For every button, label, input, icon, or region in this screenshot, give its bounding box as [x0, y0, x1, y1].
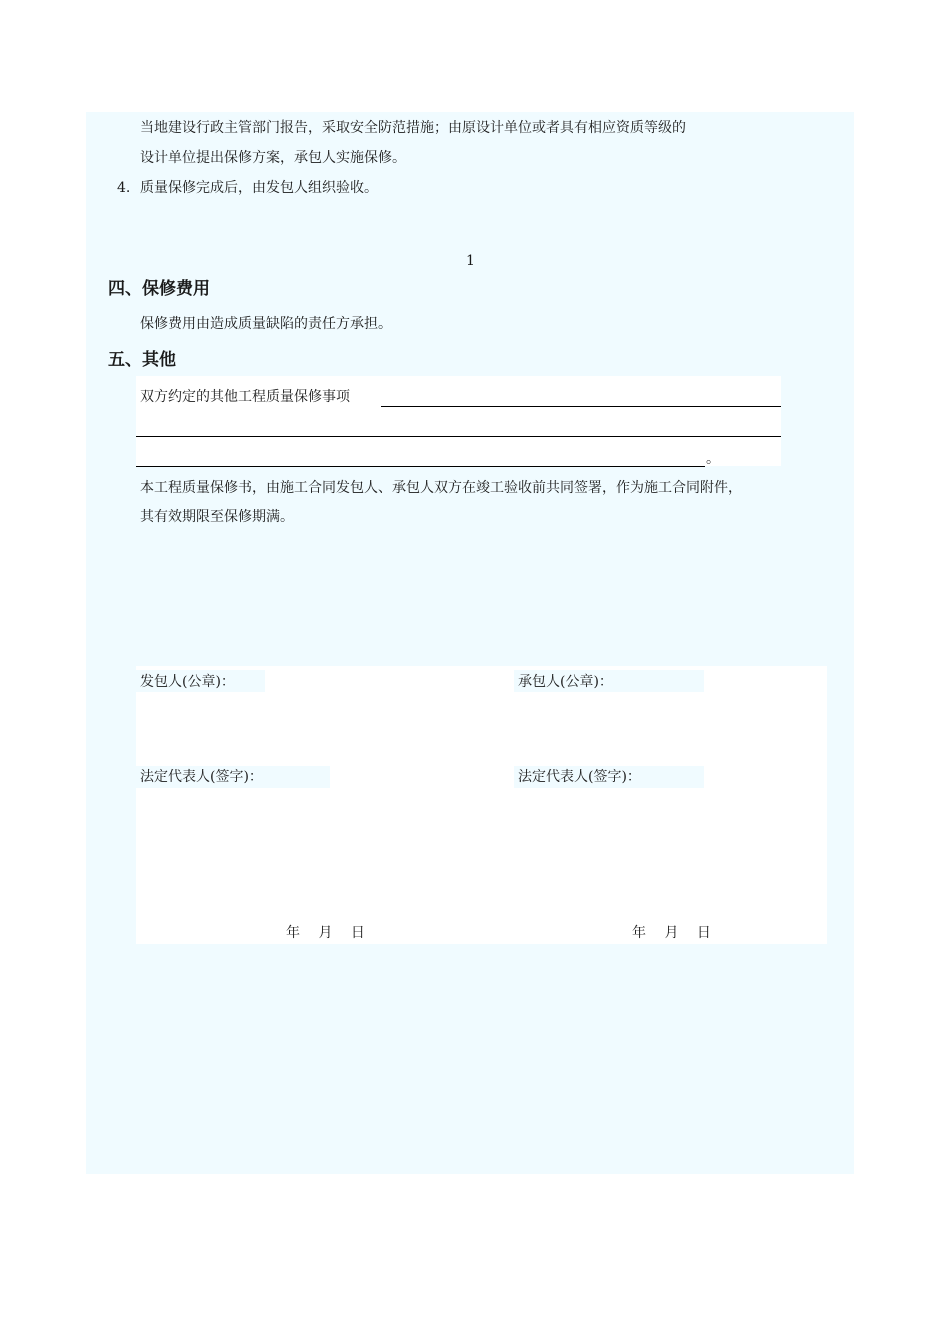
employer-representative-label: 法定代表人(签字)： [136, 766, 330, 788]
page-number: 1 [466, 253, 475, 269]
fill-in-line[interactable] [136, 436, 781, 437]
contractor-representative-label: 法定代表人(签字)： [514, 766, 704, 788]
contractor-date: 年 月 日 [632, 925, 711, 941]
paragraph-line: 本工程质量保修书，由施工合同发包人、承包人双方在竣工验收前共同签署，作为施工合同附件， [140, 480, 742, 496]
list-item-number: 4. [117, 180, 131, 196]
contractor-seal-label: 承包人(公章)： [514, 670, 704, 692]
section-heading-maintenance-cost: 四、保修费用 [108, 279, 210, 299]
fill-in-line[interactable] [381, 406, 781, 407]
fill-in-line[interactable] [136, 466, 705, 467]
employer-seal-label: 发包人(公章)： [136, 670, 265, 692]
signature-table [136, 666, 827, 944]
paragraph-line: 设计单位提出保修方案，承包人实施保修。 [140, 150, 406, 166]
list-item-text: 质量保修完成后，由发包人组织验收。 [140, 180, 378, 196]
section-heading-other: 五、其他 [108, 350, 176, 370]
section-text: 保修费用由造成质量缺陷的责任方承担。 [140, 316, 392, 332]
document-page [86, 112, 854, 1174]
end-punctuation: 。 [706, 451, 720, 467]
paragraph-line: 其有效期限至保修期满。 [140, 509, 294, 525]
paragraph-line: 当地建设行政主管部门报告，采取安全防范措施；由原设计单位或者具有相应资质等级的 [140, 120, 686, 136]
other-matters-label: 双方约定的其他工程质量保修事项 [140, 389, 350, 405]
employer-date: 年 月 日 [286, 925, 365, 941]
